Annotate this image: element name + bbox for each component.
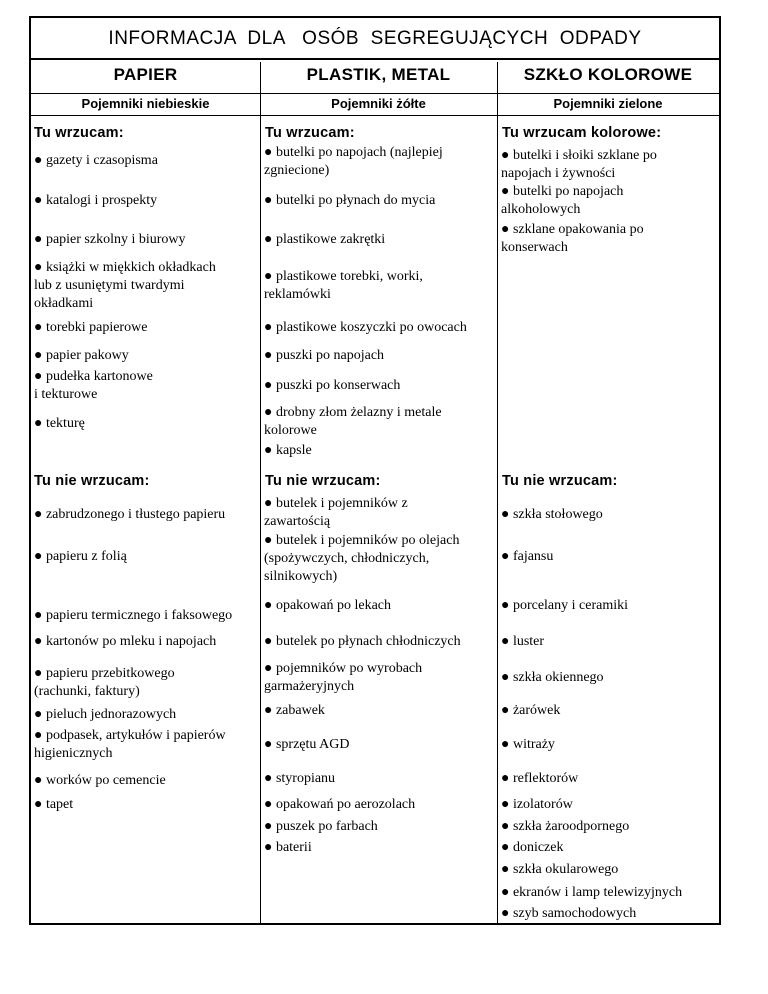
rejected-label-glass: Tu nie wrzucam: [502, 473, 618, 489]
column-divider [497, 62, 498, 923]
list-item: ● butelek i pojemników po olejach (spożywczych, chłodniczych, silnikowych) [264, 533, 460, 584]
container-label-yellow: Pojemniki żółte [331, 96, 426, 111]
column-divider [260, 62, 261, 923]
list-item: ● książki w miękkich okładkach lub z usuniętymi twardymi okładkami [34, 260, 216, 311]
list-item: ● luster [501, 634, 545, 649]
subheader-divider [31, 115, 719, 116]
list-item: ● pojemników po wyrobach garmażeryjnych [264, 661, 423, 694]
list-item: ● butelek po płynach chłodniczych [264, 634, 461, 649]
list-item: ● butelki po napojach (najlepiej zgniecione) [264, 145, 443, 178]
list-item: ● papier pakowy [34, 348, 129, 363]
list-item: ● porcelany i ceramiki [501, 598, 629, 613]
list-item: ● izolatorów [501, 797, 573, 812]
list-item: ● plastikowe torebki, worki, reklamówki [264, 269, 423, 302]
list-item: ● papier szkolny i biurowy [34, 232, 186, 247]
list-item: ● ekranów i lamp telewizyjnych [501, 885, 683, 900]
list-item: ● szklane opakowania po konserwach [501, 222, 644, 255]
column-header-plastic-metal: PLASTIK, METAL [306, 65, 451, 84]
list-item: ● opakowań po lekach [264, 598, 392, 613]
list-item: ● papieru z folią [34, 549, 127, 564]
list-item: ● torebki papierowe [34, 320, 148, 335]
list-item: ● drobny złom żelazny i metale kolorowe [264, 405, 442, 438]
list-item: ● reflektorów [501, 771, 579, 786]
accepted-label-paper: Tu wrzucam: [34, 125, 124, 141]
list-item: ● papieru przebitkowego (rachunki, faktury) [34, 666, 175, 699]
column-header-colored-glass: SZKŁO KOLOROWE [523, 65, 693, 84]
list-item: ● doniczek [501, 840, 564, 855]
list-item: ● katalogi i prospekty [34, 193, 158, 208]
list-item: ● baterii [264, 840, 312, 855]
rejected-label-plastic: Tu nie wrzucam: [265, 473, 381, 489]
column-header-paper: PAPIER [113, 65, 178, 84]
document-title: INFORMACJA DLA OSÓB SEGREGUJĄCYCH ODPADY [31, 18, 719, 60]
list-item: ● pudełka kartonowe i tekturowe [34, 369, 153, 402]
list-item: ● worków po cemencie [34, 773, 166, 788]
list-item: ● gazety i czasopisma [34, 153, 158, 168]
list-item: ● papieru termicznego i faksowego [34, 608, 233, 623]
list-item: ● pieluch jednorazowych [34, 707, 177, 722]
list-item: ● opakowań po aerozolach [264, 797, 416, 812]
list-item: ● szkła okiennego [501, 670, 604, 685]
list-item: ● plastikowe koszyczki po owocach [264, 320, 467, 335]
list-item: ● sprzętu AGD [264, 737, 350, 752]
list-item: ● tekturę [34, 416, 85, 431]
list-item: ● butelki po napojach alkoholowych [501, 184, 624, 217]
list-item: ● tapet [34, 797, 74, 812]
container-label-green: Pojemniki zielone [553, 96, 663, 111]
list-item: ● kartonów po mleku i napojach [34, 634, 217, 649]
list-item: ● puszki po napojach [264, 348, 385, 363]
list-item: ● puszek po farbach [264, 819, 378, 834]
waste-sorting-table [29, 16, 721, 925]
accepted-label-glass: Tu wrzucam kolorowe: [502, 125, 662, 141]
list-item: ● szyb samochodowych [501, 906, 637, 921]
rejected-label-paper: Tu nie wrzucam: [34, 473, 150, 489]
list-item: ● szkła okularowego [501, 862, 619, 877]
list-item: ● witraży [501, 737, 555, 752]
accepted-label-plastic: Tu wrzucam: [265, 125, 355, 141]
list-item: ● szkła żaroodpornego [501, 819, 630, 834]
list-item: ● podpasek, artykułów i papierów higienicznych [34, 728, 226, 761]
list-item: ● plastikowe zakrętki [264, 232, 386, 247]
list-item: ● styropianu [264, 771, 336, 786]
list-item: ● butelki i słoiki szklane po napojach i żywności [501, 148, 657, 181]
container-label-blue: Pojemniki niebieskie [81, 96, 210, 111]
list-item: ● fajansu [501, 549, 554, 564]
list-item: ● butelki po płynach do mycia [264, 193, 436, 208]
list-item: ● zabrudzonego i tłustego papieru [34, 507, 226, 522]
list-item: ● puszki po konserwach [264, 378, 401, 393]
list-item: ● żarówek [501, 703, 561, 718]
list-item: ● kapsle [264, 443, 312, 458]
list-item: ● szkła stołowego [501, 507, 603, 522]
list-item: ● zabawek [264, 703, 325, 718]
list-item: ● butelek i pojemników z zawartością [264, 496, 408, 529]
